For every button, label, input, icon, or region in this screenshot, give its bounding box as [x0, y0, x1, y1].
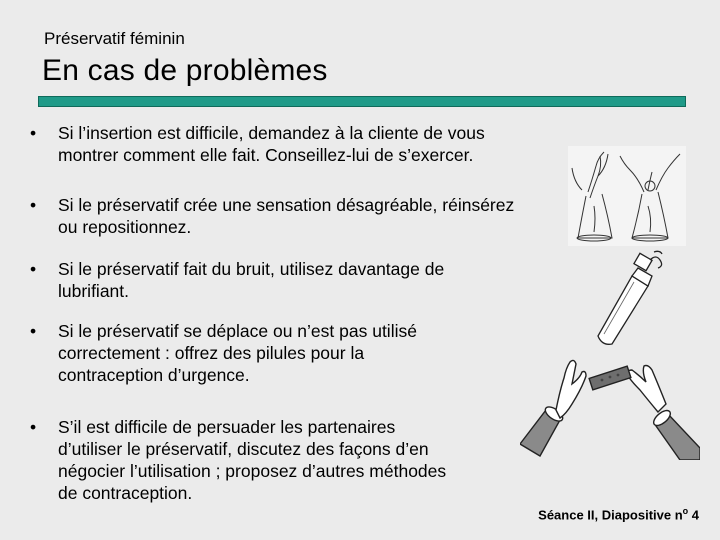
lubricant-tube-illustration	[588, 250, 668, 350]
bullet-item	[30, 416, 558, 504]
bullet-line: S’il est difficile de persuader les partenaires	[58, 417, 396, 437]
bullet-line: négocier l’utilisation ; proposez d’autres méthodes	[58, 461, 447, 481]
footer-number: 4	[688, 507, 699, 523]
bullet-line: contraception d’urgence.	[58, 365, 250, 385]
bullet-line: Si l’insertion est difficile, demandez à la cliente de vous	[58, 123, 485, 143]
bullet-dot: •	[30, 417, 37, 437]
bullet-dot: •	[30, 321, 37, 341]
slide-subtitle: Préservatif féminin	[44, 29, 185, 48]
bullet-item	[30, 122, 618, 166]
bullet-line: lubrifiant.	[58, 281, 130, 301]
bullet-line: ou repositionnez.	[58, 217, 192, 237]
bullet-line: correctement : offrez des pilules pour la	[58, 343, 365, 363]
bullet-line: d’utiliser le préservatif, discutez des façons d’en	[58, 439, 429, 459]
bullet-line: de contraception.	[58, 483, 193, 503]
footer-degree: o	[682, 506, 689, 516]
bullet-dot: •	[30, 195, 37, 215]
bullet-line: montrer comment elle fait. Conseillez-lui de s’exercer.	[58, 145, 474, 165]
bullet-line: Si le préservatif se déplace ou n’est pas utilisé	[58, 321, 417, 341]
hands-inserting-condom-illustration	[568, 146, 686, 246]
footer-prefix: Séance II, Diapositive n	[538, 507, 683, 523]
bullet-dot: •	[30, 123, 37, 143]
bullet-line: Si le préservatif fait du bruit, utilisez davantage de	[58, 259, 445, 279]
bullet-item	[30, 320, 538, 386]
slide-title: En cas de problèmes	[42, 54, 328, 87]
bullet-dot: •	[30, 259, 37, 279]
bullet-item	[30, 194, 618, 238]
slide-footer	[538, 506, 699, 522]
title-rule	[38, 96, 686, 107]
bullet-line: Si le préservatif crée une sensation désagréable, réinsérez	[58, 195, 515, 215]
bullet-item	[30, 258, 558, 302]
hands-with-pill-pack-illustration	[520, 348, 700, 460]
